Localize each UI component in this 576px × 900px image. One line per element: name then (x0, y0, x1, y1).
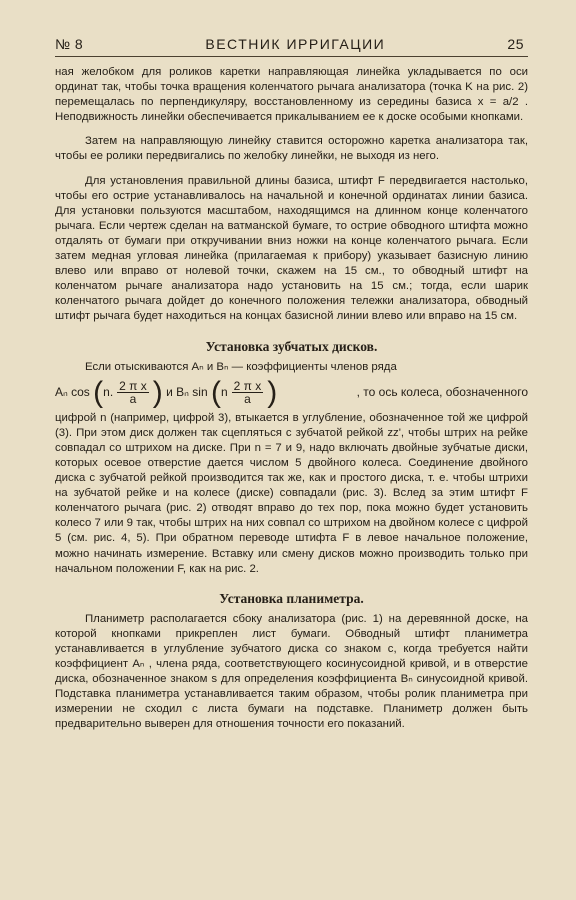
formula-n2: n (220, 384, 228, 399)
formula-a-term: Aₙ cos (55, 384, 90, 399)
formula-denominator: a (129, 392, 137, 407)
section-body-discs: цифрой n (например, цифрой 3), втыкается в углубление, обозначенное той же цифрой (3). При этом диск должен так сцепляться с зубчатой рейкой zz', чтобы штрих на рейке совпадал со штрихом на диске. При n = 7 и 9, надо включать двойные зубчатые диски, которых осевое отверстие дается числом 5 двойного колеса. Соединение двойного диска с зубчатой рейкой производится так же, как и простого диска, т. е. чтобы штрихи на зубчатой рейке и на колесе (диске) совпадали (рис. 3). Вслед за этим штифт F коленчатого рычага (рис. 2) отводят вправо до тех пор, пока можно будет установить колесо 7 или 9 так, чтобы штрих на них совпал со штрихом на двойном колесе с цифрой 5 (см. рис. 4, 5). При обратном переводе штифта F в левое начальное положение, можно начинать измерение. Вставку или смену дисков можно производить только при начальном положении F, как на рис. 2. (55, 411, 528, 575)
formula-numerator: 2 π x (119, 379, 147, 394)
section-body-planimeter: Планиметр располагается сбоку анализатора (рис. 1) на деревянной доске, на которой кнопками прикреплен лист бумаги. Обводный штифт планиметра устанавливается в углубление зубчатого диска со знаком c, когда требуется найти коэффициент Aₙ , члена ряда, соответствующего косинусоидной кривой, и в отверстие диска, обозначенное знаком s для определения коэффициента Bₙ синусоидной кривой. Подставка планиметра устанавливается таким образом, чтобы ролик планиметра при измерении не сходил с листа бумаги на подставке. Планиметр должен быть предварительно выверен для отношения точности его показаний. (55, 612, 528, 731)
page-header (55, 36, 528, 57)
formula-tail: , то ось колеса, обозначенного (356, 385, 528, 400)
paragraph: Затем на направляющую линейку ставится осторожно каретка анализатора так, чтобы ее ролики передвигались по желобку линейки, не выходя из него. (55, 135, 528, 163)
page-number: 25 (507, 36, 524, 52)
fourier-formula: Aₙ cos (n. $\frac{\text{2 π x}}{a}$ ) и Bₙ sin (n $\frac{\text{2 π x}}{a}$ ) , то ось колеса, обозначенного (55, 375, 528, 409)
section-heading-planimeter: Установка планиметра. (219, 590, 364, 606)
article-body (55, 65, 528, 733)
section-intro: Если отыскиваются Aₙ и Bₙ — коэффициенты членов ряда (85, 360, 397, 373)
formula-n1: n. (103, 384, 114, 399)
paragraph: ная желобком для роликов каретки направляющая линейка укладывается по оси ординат так, чтобы точка вращения коленчатого рычага анализатора (точка K на рис. 2) перемещалась по перпендикуляру, восстановленному из середины базиса x = a/2 . Неподвижность линейки обеспечивается прикалыванием ее к доске особыми кнопками. (55, 66, 528, 124)
issue-number: № 8 (55, 36, 84, 52)
formula-numerator-2: 2 π x (233, 379, 262, 394)
formula-denominator-2: a (244, 392, 251, 407)
section-heading-discs: Установка зубчатых дисков. (205, 338, 378, 354)
formula-mid: и Bₙ sin (166, 384, 208, 399)
journal-title: ВЕСТНИК ИРРИГАЦИИ (205, 36, 386, 52)
paragraph: Для установления правильной длины базиса, штифт F передвигается настолько, чтобы его острие устанавливалось на начальной и конечной ординатах линии базиса. Для установки пользуются масштабом, находящимся на длинном конце коленчатого рычага. Если чертеж сделан на ватманской бумаге, то острие обводного штифта можно отдалять от бумаги при откручивании вниз ножки на конце коленчатого рычага. Если затем медная угловая линейка (прилагаемая к прибору) указывает базисную линию влево или вправо от нолевой точки, скажем на 15 см., то обводный штифт на коленчатом рычаге анализатора надо установить на 15 см.; тогда, если шарик коленчатого рычага дойдет до конечного положения тележки анализатора, обводный штифт рычага будет находиться на концах базисной линии влево или вправо на 15 см. (55, 174, 528, 323)
